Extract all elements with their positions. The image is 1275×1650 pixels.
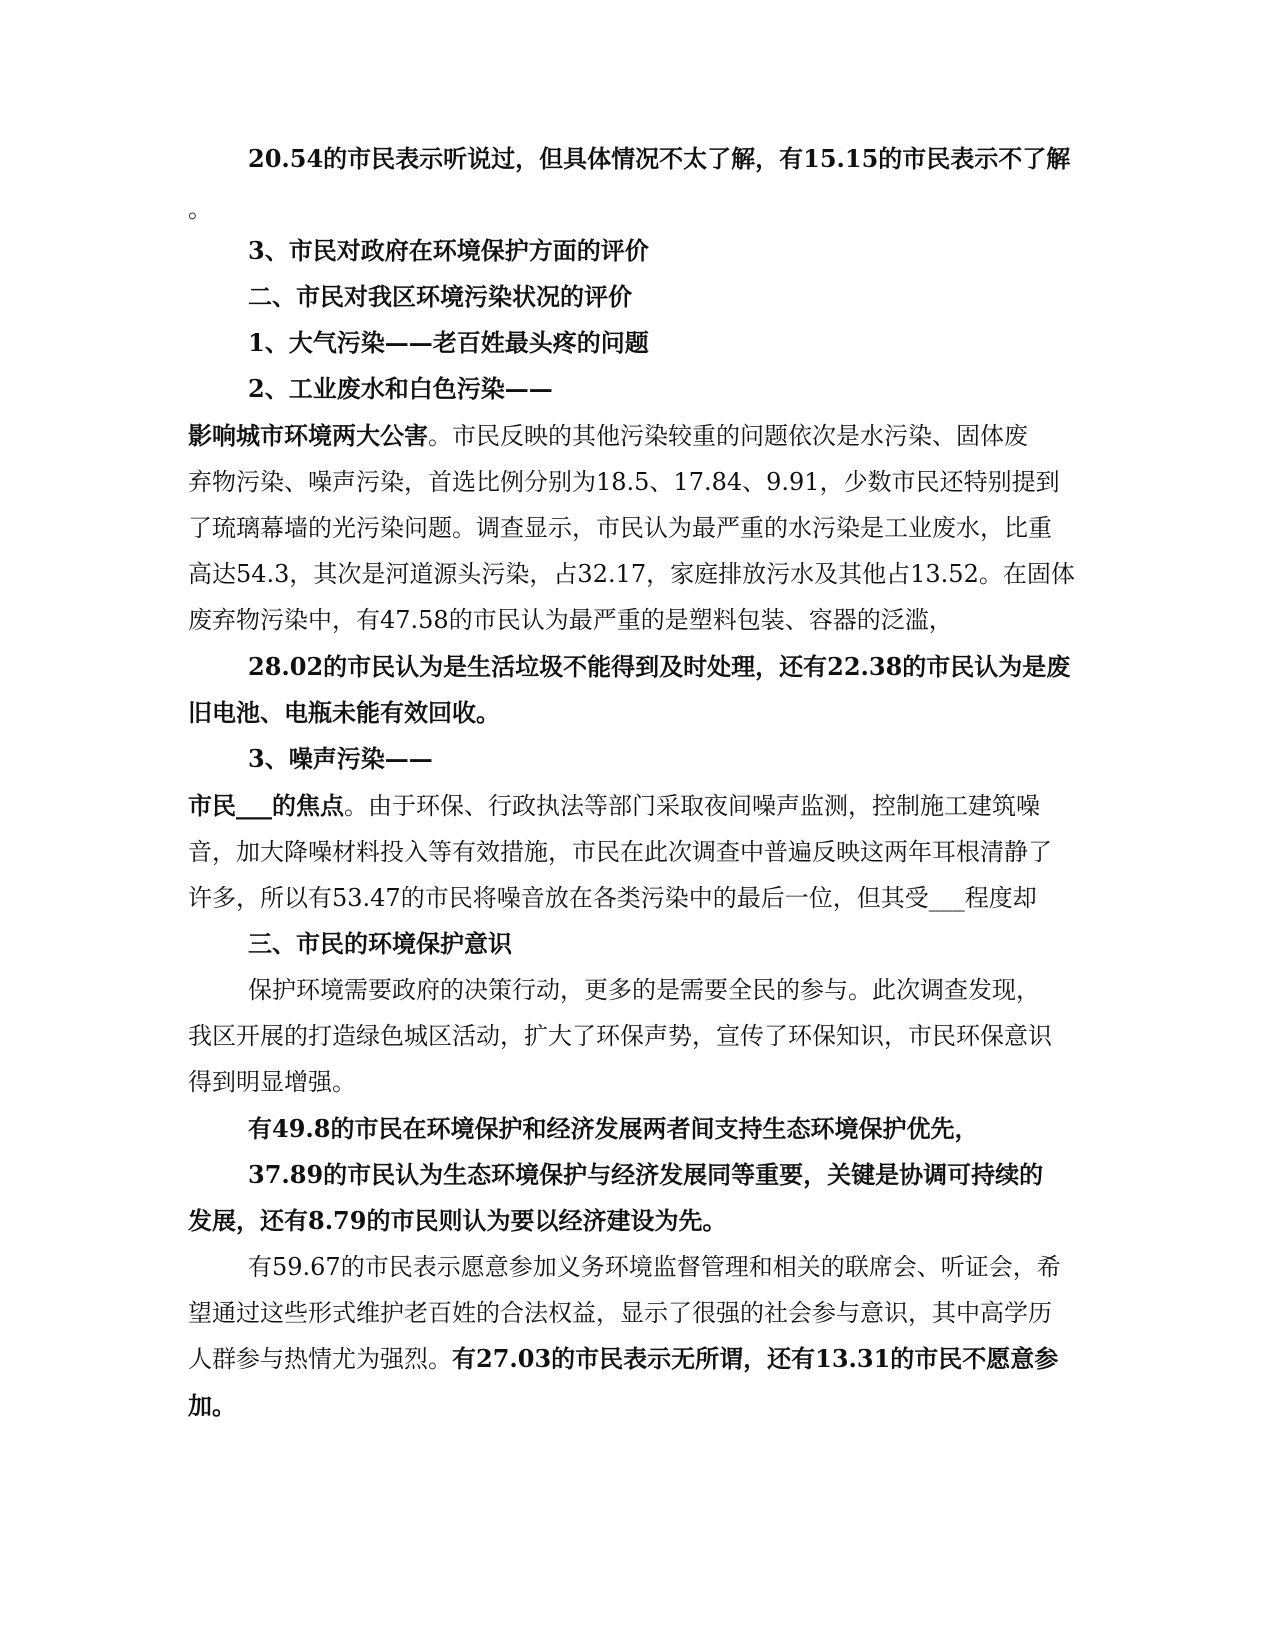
paragraph-line [188,421,1028,451]
text-line: 发展，还有8.79的市民则认为要以经济建设为先。 [188,1206,727,1235]
text-line: 旧电池、电瓶未能有效回收。 [188,698,500,727]
text-line: 加。 [188,1391,236,1420]
line-text: 。市民反映的其他污染较重的问题依次是水污染、固体废 [428,422,1028,450]
paragraph-line: 了琉璃幕墙的光污染问题。调查显示，市民认为最严重的水污染是工业废水，比重 [188,514,1052,542]
paragraph-line: 废弃物污染中，有47.58的市民认为最严重的是塑料包装、容器的泛滥， [188,606,953,634]
paragraph-line: 高达54.3，其次是河道源头污染，占32.17，家庭排放污水及其他占13.52。在固体 [188,560,1075,588]
lead-phrase: 市民___的焦点 [188,791,344,820]
paragraph-line: 保护环境需要政府的决策行动，更多的是需要全民的参与。此次调查发现， [248,976,1040,1004]
section-heading: 2、工业废水和白色污染—— [248,374,553,403]
paragraph-line: 我区开展的打造绿色城区活动，扩大了环保声势，宣传了环保知识，市民环保意识 [188,1022,1052,1050]
text-line: 有49.8的市民在环境保护和经济发展两者间支持生态环境保护优先， [248,1114,979,1143]
section-heading: 二、市民对我区环境污染状况的评价 [248,282,632,311]
paragraph-line: 许多，所以有53.47的市民将噪音放在各类污染中的最后一位，但其受___程度却 [188,884,1037,912]
line-text-bold: 有27.03的市民表示无所谓，还有13.31的市民不愿意参 [452,1344,1059,1373]
paragraph-line: 得到明显增强。 [188,1068,356,1096]
section-heading: 1、大气污染——老百姓最头疼的问题 [248,328,649,357]
section-heading: 三、市民的环境保护意识 [248,929,512,958]
paragraph-line: 弃物污染、噪声污染，首选比例分别为18.5、17.84、9.91，少数市民还特别提到 [188,468,1060,496]
paragraph-line: 音，加大降噪材料投入等有效措施，市民在此次调查中普遍反映这两年耳根清静了 [188,838,1052,866]
line-text: 人群参与热情尤为强烈。 [188,1345,452,1373]
text-line: 20.54的市民表示听说过，但具体情况不太了解，有15.15的市民表示不了解 [248,144,1071,173]
paragraph-line [188,1344,1058,1374]
section-heading: 3、市民对政府在环境保护方面的评价 [248,236,649,265]
paragraph-line [188,791,1040,821]
text-line: 37.89的市民认为生态环境保护与经济发展同等重要，关键是协调可持续的 [248,1160,1044,1189]
text-line: 28.02的市民认为是生活垃圾不能得到及时处理，还有22.38的市民认为是废 [248,652,1071,681]
line-text: 。由于环保、行政执法等部门采取夜间噪声监测，控制施工建筑噪 [344,792,1040,820]
paragraph-line: 有59.67的市民表示愿意参加义务环境监督管理和相关的联席会、听证会，希 [248,1253,1061,1281]
lead-phrase: 影响城市环境两大公害 [188,421,428,450]
paragraph-line: 望通过这些形式维护老百姓的合法权益，显示了很强的社会参与意识，其中高学历 [188,1299,1052,1327]
text-line: 。 [188,195,212,223]
section-heading: 3、噪声污染—— [248,744,433,773]
